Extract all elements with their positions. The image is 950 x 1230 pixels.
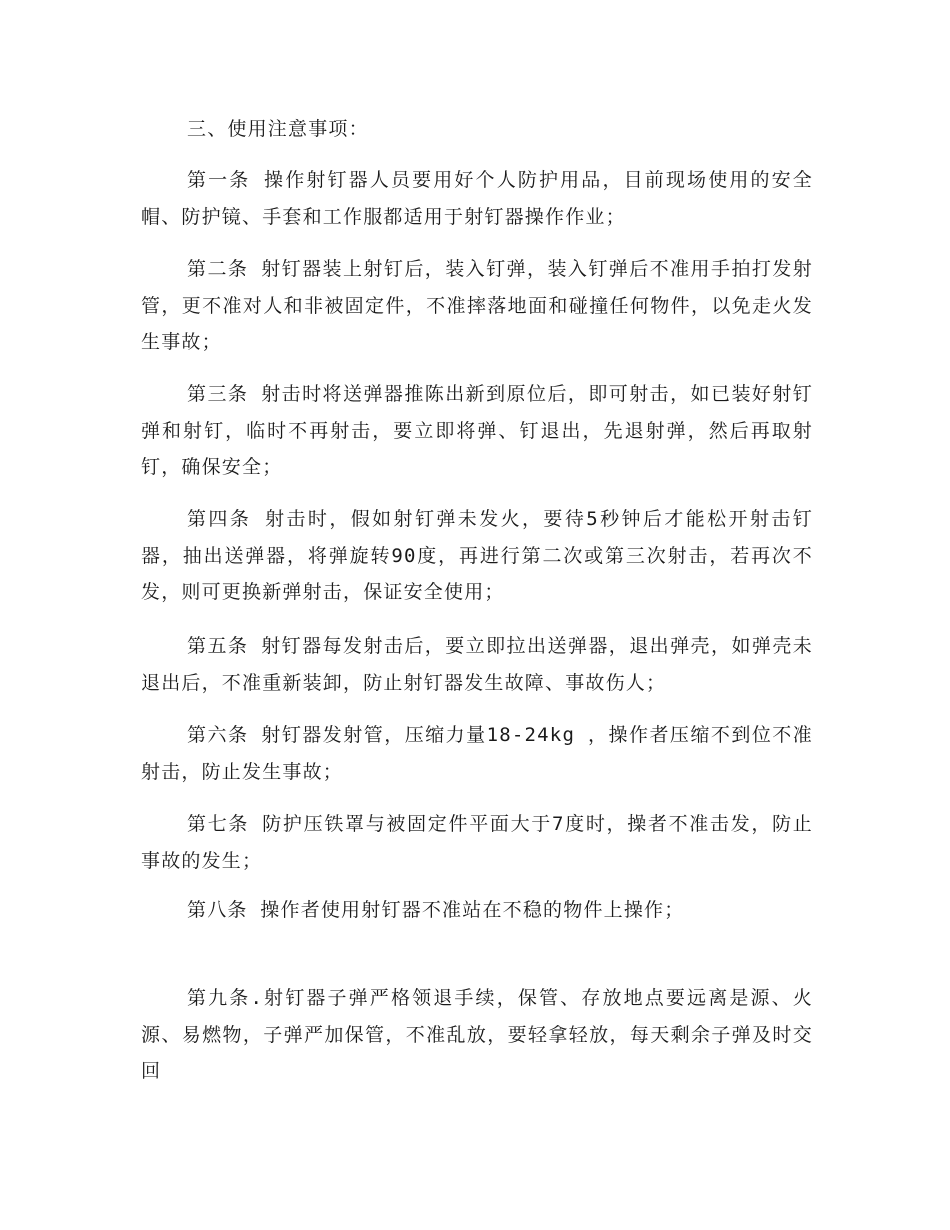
section-heading: 三、使用注意事项： [187, 118, 369, 140]
paragraph-article-1: 第一条 操作射钉器人员要用好个人防护用品，目前现场使用的安全帽、防护镜、手套和工作服都适用于射钉器操作作业； [141, 169, 813, 228]
paragraph-article-8: 第八条 操作者使用射钉器不准站在不稳的物件上操作； [187, 899, 685, 921]
paragraph-article-5: 第五条 射钉器每发射击后，要立即拉出送弹器，退出弹壳，如弹壳未退出后，不准重新装卸，防止射钉器发生故障、事故伤人； [141, 635, 813, 694]
paragraph-article-3: 第三条 射击时将送弹器推陈出新到原位后，即可射击，如已装好射钉弹和射钉，临时不再射击，要立即将弹、钉退出，先退射弹，然后再取射钉，确保安全； [141, 383, 813, 478]
paragraph-article-4: 第四条 射击时，假如射钉弹未发火，要待5秒钟后才能松开射击钉器，抽出送弹器，将弹旋转90度，再进行第二次或第三次射击，若再次不发，则可更换新弹射击，保证安全使用； [141, 508, 813, 603]
paragraph-article-7: 第七条 防护压铁罩与被固定件平面大于7度时，操者不准击发，防止事故的发生； [141, 813, 813, 872]
paragraph-article-2: 第二条 射钉器装上射钉后，装入钉弹，装入钉弹后不准用手拍打发射管，更不准对人和非被固定件，不准摔落地面和碰撞任何物件，以免走火发生事故； [141, 258, 813, 353]
paragraph-article-6: 第六条 射钉器发射管，压缩力量18-24kg ，操作者压缩不到位不准射击，防止发生事故； [141, 724, 813, 783]
paragraph-article-9: 第九条.射钉器子弹严格领退手续，保管、存放地点要远离是源、火源、易燃物，子弹严加保管，不准乱放，要轻拿轻放，每天剩余子弹及时交回 [141, 987, 813, 1082]
